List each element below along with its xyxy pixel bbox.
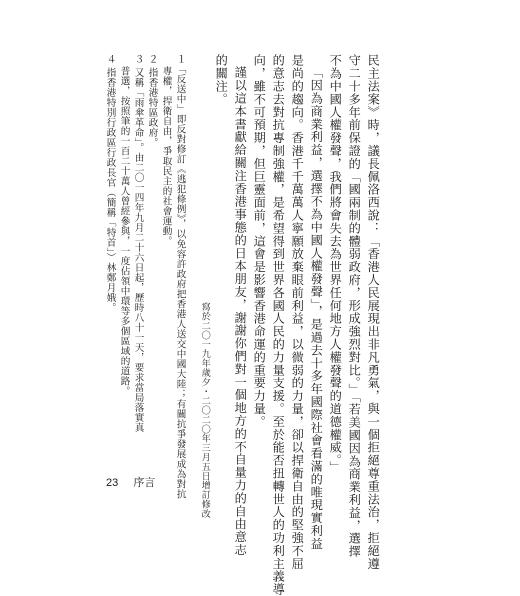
main-text-line: 是尚的趨向。香港千千萬萬人寧願放棄眼前利益，以微弱的力量，卻以捍衛自由的堅強不屈 [290, 54, 305, 570]
main-text-line: 謹以這本書獻給關注香港事態的日本朋友，謝謝你們對一個地方的不自量力的自由意志 [233, 66, 248, 557]
footnote-line: 專權，捍衛自由，爭取民主的社會運動。 [160, 66, 172, 246]
footnote-line: 普選，按照筆的一百二十萬人曾經參與，一度佔領中環等多個區域的道路。 [118, 66, 130, 396]
footnote-line: １「反送中」即反對修訂《逃犯條例》，以免容許政府把香港人送交中國大陸；有關抗爭發展成為對抗 [174, 54, 186, 500]
main-text-line: 不為中國人權發聲，我們將會失去為世界任何地方人權發聲的道德權威。」 [328, 54, 343, 474]
main-text-line: 的意志去對抗專制強權，是希望得到世界各國人民的力量支援。至於能否扭轉世人的功利主義導 [271, 54, 286, 596]
main-text-line: 守二十多年前保證的「國兩制的體弱政府，形成強烈對比。」「若美國因為商業利益，選擇 [347, 54, 362, 558]
page-number: 23 [106, 477, 119, 489]
footnote-line: ２ 指香港特區政府。 [146, 54, 158, 148]
section-title: 序言 [133, 477, 156, 489]
main-text-line: 「因為商業利益，選擇不為中國人權發聲」，是過去十多年國際社會看滿的唯現實利益 [309, 66, 324, 551]
signature: 寫於二〇一九年歲夕・二〇二〇年三月五日增訂修改 [199, 302, 211, 519]
footnote-line: ３ 又稱「雨傘革命」。由二〇一四年九月二十六日起，歷時八十一天，要求當局落實真 [132, 54, 144, 433]
page-footer [106, 474, 167, 490]
footnote-line: ４ 指香港特別行政區行政長官（簡稱「特首」）林鄭月娥。 [104, 54, 116, 313]
main-text-line: 向，雖不可預期，但巨靈面前，這會是影響香港命運的重要力量。 [252, 54, 267, 429]
main-text-line: 民主法案》時，議長佩洛西說：「香港人民展現出非凡勇氣，與一個拒絕尊重法治，拒絕遵 [366, 54, 381, 570]
main-text-line: 的關注。 [214, 54, 229, 106]
